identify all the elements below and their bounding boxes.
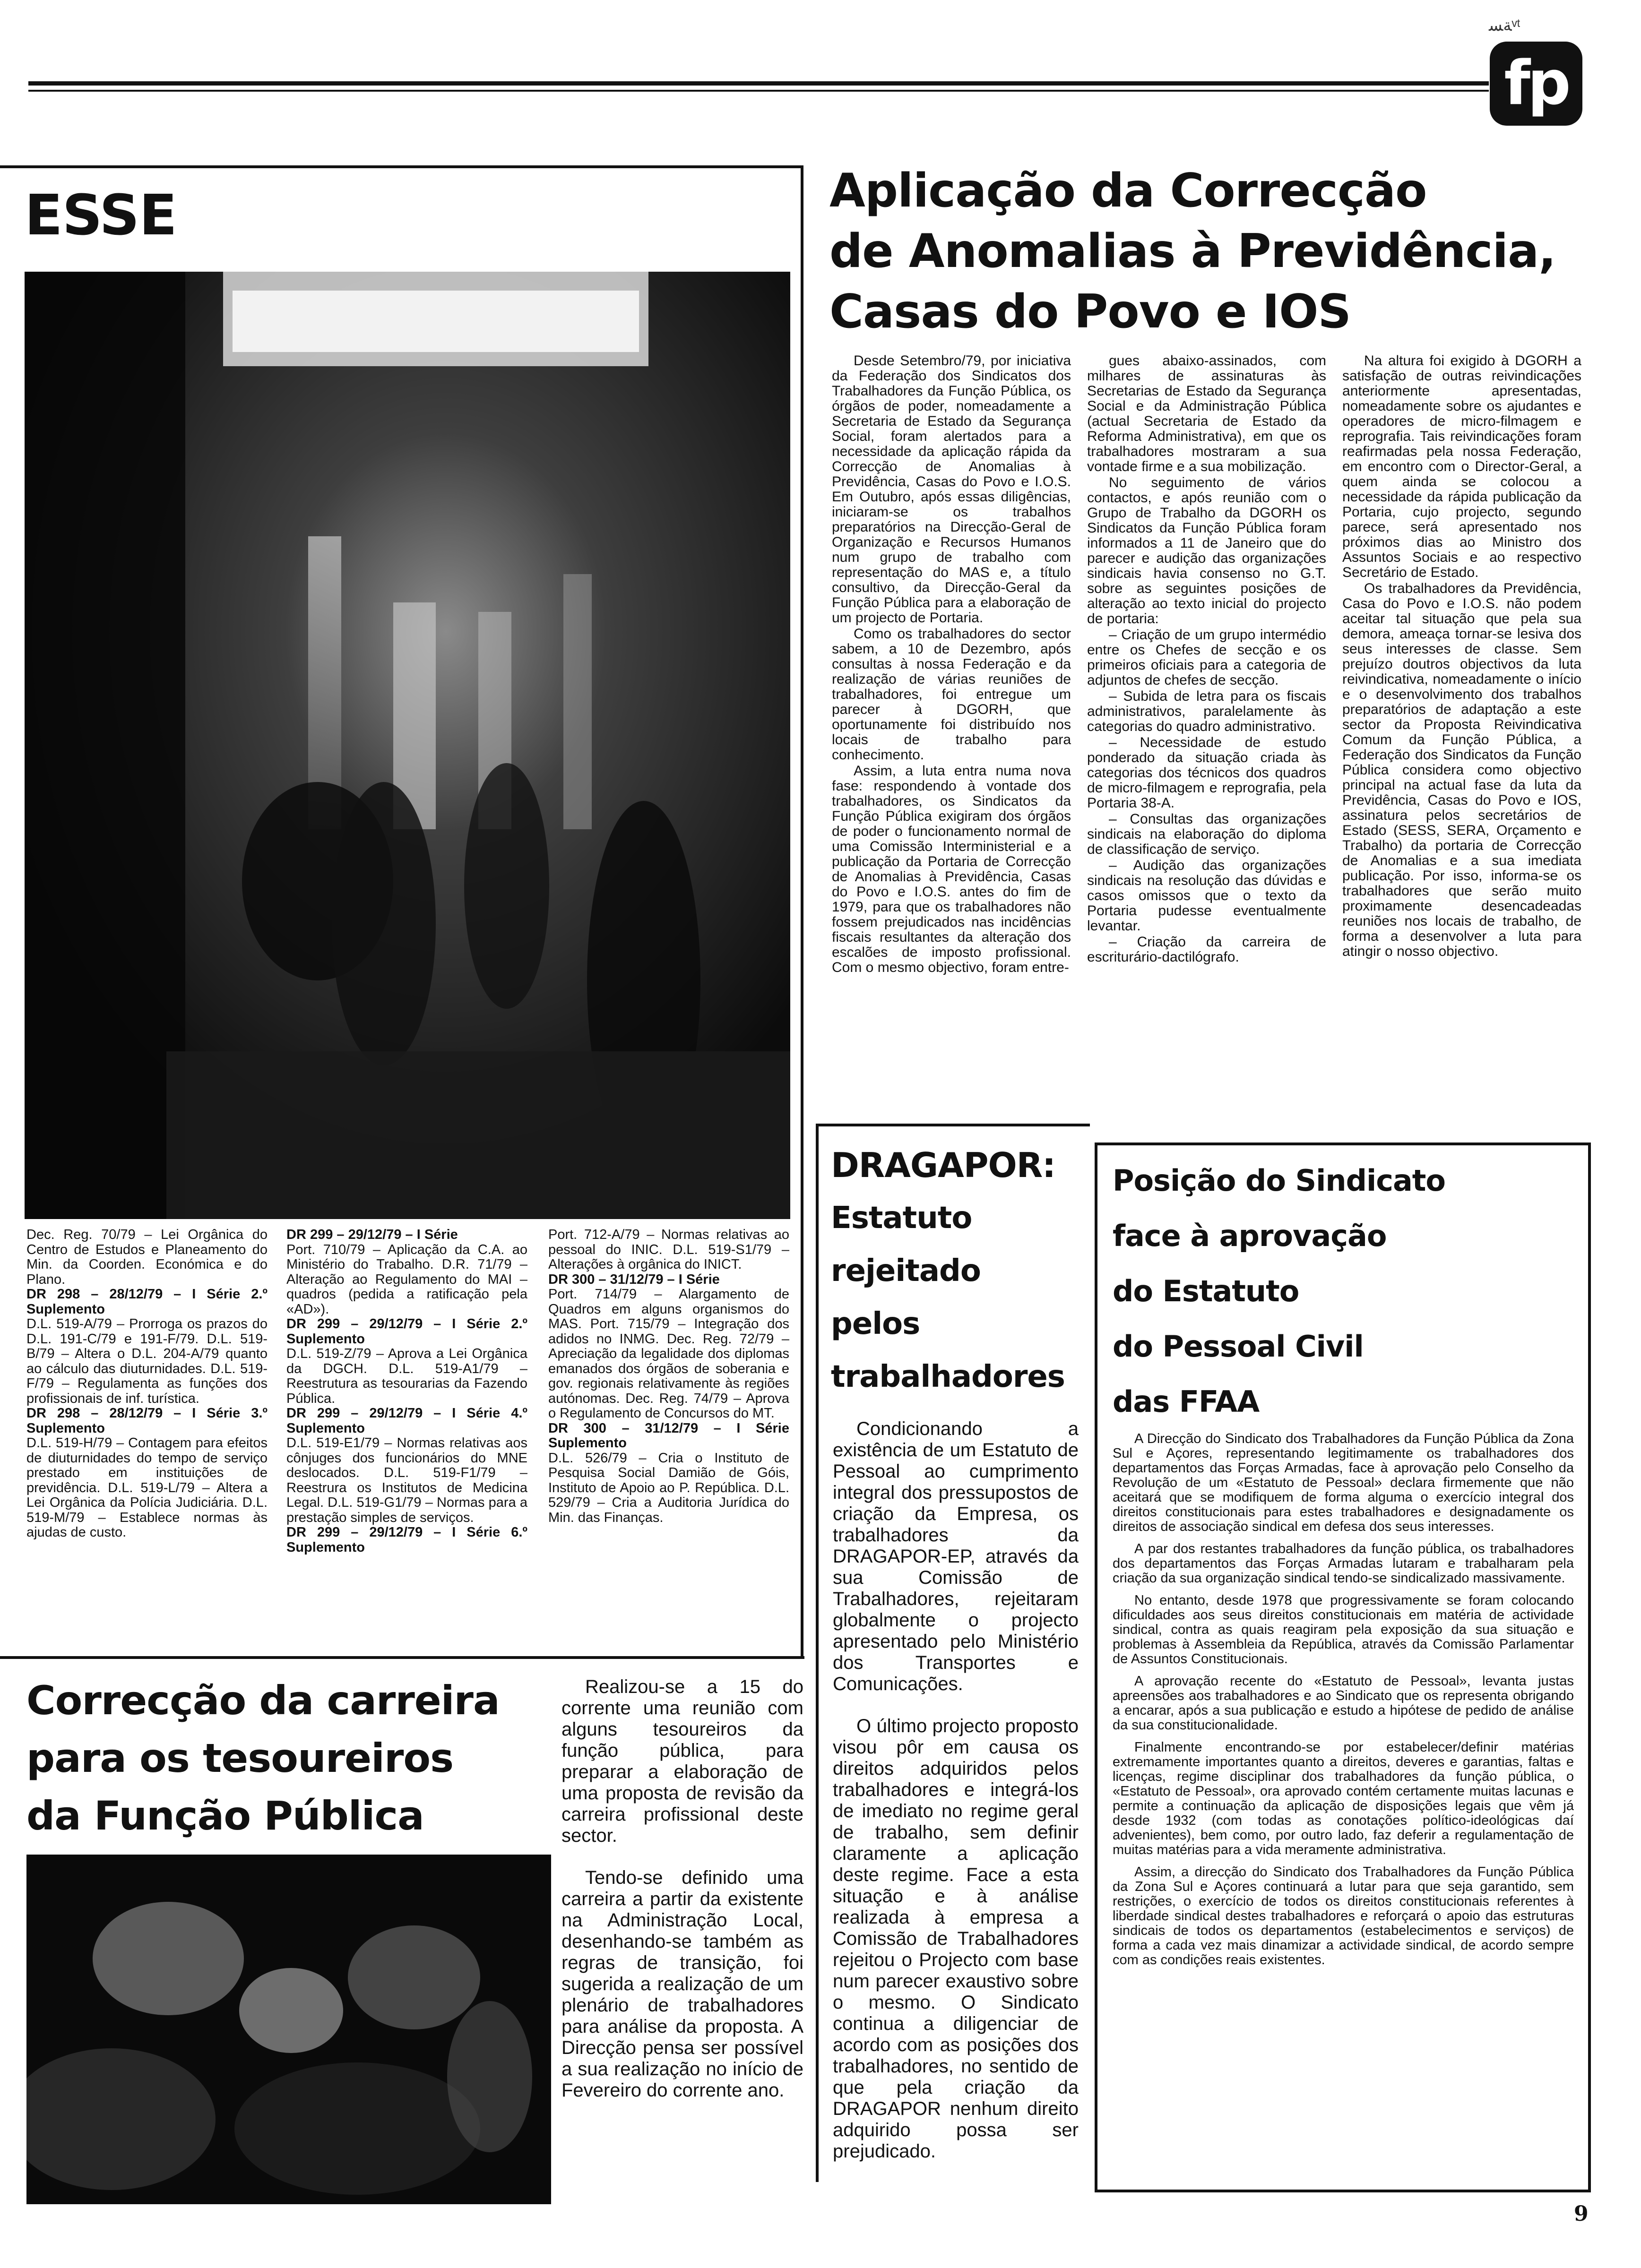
header-rule-bottom <box>28 90 1489 92</box>
dragapor-title-line: rejeitado <box>831 1254 981 1289</box>
ref-entry: D.L. 519-E1/79 – Normas relativas aos cônjuges dos funcionários do MNE deslocados. D.L. 519-F1/79 – Reestrura os Institutos de Medicina Legal. D.L. 519-G1/79 – Normas para a prestação simples de serviços. <box>286 1435 527 1525</box>
aplicacao-col3 <box>1342 353 1581 960</box>
dragapor-title <box>831 1139 1065 1403</box>
corner-scribble: ﺔﺴ‎ᵛ‎ᵗ <box>1489 17 1520 34</box>
posicao-title-line: face à aprovação <box>1113 1219 1387 1253</box>
logo-text: fp <box>1504 48 1568 119</box>
paragraph: Condicionando a existência de um Estatuto de Pessoal ao cumprimento integral dos pressupostos de criação da Empresa, os trabalhadores da DRAGAPOR-EP, através da sua Comissão de Trabalhadores, rejeitaram globalmente o projecto apresentado pelo Ministério dos Transportes e Comunicações. <box>833 1418 1079 1694</box>
correccao-title-line: para os tesoureiros <box>26 1735 454 1781</box>
paragraph: – Subida de letra para os fiscais administrativos, paralelamente às categorias do quadro administrativo. <box>1087 688 1326 734</box>
ref-heading: DR 299 – 29/12/79 – I Série 6.º Suplemento <box>286 1525 527 1555</box>
aplicacao-title-line: de Anomalias à Previdência, <box>829 224 1556 278</box>
ref-entry: Port. 712-A/79 – Normas relativas ao pessoal do INIC. D.L. 519-S1/79 – Alterações à orgânica do INICT. <box>548 1227 789 1272</box>
dragapor-title-line: trabalhadores <box>831 1359 1065 1394</box>
paragraph: Desde Setembro/79, por iniciativa da Federação dos Sindicatos dos Trabalhadores da Função Pública, os órgãos de poder, nomeadamente a Secretaria de Estado da Segurança Social, foram alertados para a necessidade da aplicação rápida da Correcção de Anomalias à Previdência, Casas do Povo e I.O.S. Em Outubro, após essas diligências, iniciaram-se os trabalhos preparatórios na Direcção-Geral de Organização e Recursos Humanos num grupo de trabalho com representação do MAS e, a título consultivo, da Direcção-Geral da Função Pública para a elaboração de um projecto de Portaria. <box>832 353 1071 626</box>
paragraph: Realizou-se a 15 do corrente uma reunião com alguns tesoureiros da função pública, para preparar a elaboração de uma proposta de revisão da carreira profissional deste sector. <box>561 1676 803 1846</box>
esse-refs-col2 <box>286 1228 527 1555</box>
ref-entry: D.L. 519-H/79 – Contagem para efeitos de diuturnidades do tempo de serviço prestado em instituições de previdência. D.L. 519-L/79 – Altera a Lei Orgânica da Polícia Judiciária. D.L. 519-M/79 – Establece normas às ajudas de custo. <box>26 1435 268 1540</box>
paragraph: Assim, a luta entra numa nova fase: respondendo à vontade dos trabalhadores, os Sindicatos da Função Pública exigiram dos órgãos de poder o funcionamento normal de uma Comissão Interministerial e a publicação da Portaria de Correcção de Anomalias à Previdência, Casas do Povo e I.O.S. antes do fim de 1979, para que os trabalhadores não fossem prejudicados nas incidências fiscais resultantes da alteração dos escalões de imposto profissional. Com o mesmo objectivo, foram entre- <box>832 763 1071 975</box>
paragraph: – Audição das organizações sindicais na resolução das dúvidas e casos omissos que o texto da Portaria pudesse eventualmente levantar. <box>1087 858 1326 934</box>
ref-heading: DR 300 – 31/12/79 – I Série <box>548 1271 720 1287</box>
posicao-title <box>1113 1153 1445 1429</box>
esse-refs-col1 <box>26 1228 268 1540</box>
paragraph: gues abaixo-assinados, com milhares de assinaturas às Secretarias de Estado da Segurança Social e da Administração Pública (actual Secretaria de Estado da Reforma Administrativa), em que os trabalhadores mostraram a sua vontade firme e a sua mobilização. <box>1087 353 1326 474</box>
aplicacao-title-line: Aplicação da Correcção <box>829 164 1427 218</box>
ref-entry: Dec. Reg. 70/79 – Lei Orgânica do Centro de Estudos e Planeamento do Min. da Coorden. Económica e do Plano. <box>26 1227 268 1287</box>
posicao-body <box>1113 1432 1574 1968</box>
aplicacao-col2 <box>1087 353 1326 966</box>
ref-heading: DR 299 – 29/12/79 – I Série 4.º Suplemento <box>286 1406 527 1436</box>
aplicacao-col1 <box>832 353 1071 976</box>
paragraph: Os trabalhadores da Previdência, Casa do Povo e I.O.S. não podem aceitar tal situação que pela sua demora, ameaça tornar-se lesiva dos seus interesses de classe. Sem prejuízo doutros objectivos da luta reivindicativa, nomeadamente o início e o desenvolvimento dos trabalhos preparatórios de adaptação a este sector da Proposta Reivindicativa Comum da Função Pública, a Federação dos Sindicatos da Função Pública considera como objectivo principal na actual fase da luta da Previdência, Casas do Povo e IOS, assinatura pelos secretários de Estado (SESS, SERA, Orçamento e Trabalho) da portaria de Correcção de Anomalias e a sua imediata publicação. Por isso, informa-se os trabalhadores que serão muito proximamente desencadeadas reuniões nos locais de trabalho, de forma a desenvolver a luta para atingir o nosso objectivo. <box>1342 581 1581 959</box>
meeting-photo-art <box>26 1855 551 2204</box>
fp-logo <box>1490 42 1582 126</box>
correccao-title-line: Correcção da carreira <box>26 1677 500 1724</box>
paragraph: – Necessidade de estudo ponderado da situação criada às categorias dos técnicos dos quadros de micro-filmagem e reprografia, pela Portaria 38-A. <box>1087 735 1326 811</box>
esse-refs-col3 <box>548 1228 789 1525</box>
paragraph: A Direcção do Sindicato dos Trabalhadores da Função Pública da Zona Sul e Açores, representando legitimamente os trabalhadores dos departamentos das Forças Armadas, face à aprovação pelo Conselho da Revolução de um «Estatuto de Pessoal» declara firmemente que não aceitará que se modifiquem de forma alguma o exercício integral dos direitos constitucionais para estes trabalhadores e designadamente os direitos de associação sindical em defesa dos seus interesses. <box>1113 1431 1574 1534</box>
ref-entry: D.L. 519-A/79 – Prorroga os prazos do D.L. 191-C/79 e 191-F/79. D.L. 519-B/79 – Altera o D.L. 204-A/79 quanto ao cálculo das diuturnidades. D.L. 519-F/79 – Regulamenta as funções dos profissionais de inf. turística. <box>26 1316 268 1406</box>
paragraph: O último projecto proposto visou pôr em causa os direitos adquiridos pelos trabalhadores e integrá-los de imediato no regime geral de trabalho, sem definir claramente a aplicação deste regime. Face a esta situação e à análise realizada à empresa a Comissão de Trabalhadores rejeitou o Projecto com base num parecer exaustivo sobre o mesmo. O Sindicato continua a diligenciar de acordo com as posições dos trabalhadores, no sentido de que pela criação da DRAGAPOR nenhum direito adquirido possa ser prejudicado. <box>833 1716 1079 2162</box>
aplicacao-title <box>829 161 1567 342</box>
ref-heading: DR 300 – 31/12/79 – I Série Suplemento <box>548 1420 789 1451</box>
correccao-body <box>561 1676 803 2122</box>
correccao-title-line: da Função Pública <box>26 1793 424 1839</box>
ref-entry: D.L. 519-Z/79 – Aprova a Lei Orgânica da DGCH. D.L. 519-A1/79 – Reestrutura as tesourarias da Fazendo Pública. <box>286 1346 527 1406</box>
posicao-title-line: do Pessoal Civil <box>1113 1329 1364 1364</box>
dragapor-title-line: pelos <box>831 1306 920 1341</box>
aplicacao-title-line: Casas do Povo e IOS <box>829 285 1351 339</box>
ref-entry: Port. 710/79 – Aplicação da C.A. ao Ministério do Trabalho. D.R. 71/79 – Alteração ao Regulamento do MAI – quadros (pedida a ratificação pela «AD»). <box>286 1242 527 1317</box>
paragraph: – Consultas das organizações sindicais na elaboração do diploma de classificação de serviço. <box>1087 811 1326 857</box>
dragapor-title-line: Estatuto <box>831 1201 972 1236</box>
paragraph: Como os trabalhadores do sector sabem, a 10 de Dezembro, após consultas à nossa Federação e da realização de várias reuniões de trabalhadores, foi entregue um parecer à DGORH, que oportunamente foi distribuído nos locais de trabalho para conhecimento. <box>832 626 1071 763</box>
paragraph: No entanto, desde 1978 que progressivamente se foram colocando dificuldades aos seus direitos constitucionais em matéria de actividade sindical, contra as quais reagiram pela exposição da sua situação e problemas à Assembleia da República, através da Comissão Parlamentar de Assuntos Constitucionais. <box>1113 1593 1574 1667</box>
posicao-title-line: das FFAA <box>1113 1384 1260 1419</box>
corridor-photo-art <box>25 272 790 1219</box>
paragraph: Assim, a direcção do Sindicato dos Trabalhadores da Função Pública da Zona Sul e Açores continuará a lutar para que seja garantido, sem restrições, o exercício de todos os direitos constitucionais referentes à liberdade sindical destes trabalhadores e reforçará o apoio das estruturas sindicais de todos os departamentos (estabelecimentos e serviços) de forma a cada vez mais dinamizar a actividade sindical, de acordo sempre com as condições reais existentes. <box>1113 1864 1574 1967</box>
ref-heading: DR 298 – 28/12/79 – I Série 3.º Suplemento <box>26 1406 268 1436</box>
esse-bottom-rule <box>0 1656 804 1659</box>
paragraph: Na altura foi exigido à DGORH a satisfação de outras reivindicações anteriormente apresentadas, nomeadamente sobre os ajudantes e operadores de micro-filmagem e reprografia. Tais reivindicações foram reafirmadas pela nossa Federação, em encontro com o Director-Geral, a quem ainda se colocou a necessidade da rápida publicação da Portaria, cujo projecto, segundo parece, será apresentado nos próximos dias ao Ministro dos Assuntos Sociais e ao respectivo Secretário de Estado. <box>1342 353 1581 580</box>
corridor-photo <box>25 272 790 1219</box>
meeting-photo <box>26 1855 551 2204</box>
ref-entry: Port. 714/79 – Alargamento de Quadros em alguns organismos do MAS. Port. 715/79 – Integração dos adidos no INMG. Dec. Reg. 72/79 – Apreciação da legalidade dos diplomas emanados dos órgãos de soberania e gov. regionais relativamente às regiões autónomas. Dec. Reg. 74/79 – Aprova o Regulamento de Concursos do MT. <box>548 1287 789 1421</box>
ref-heading: DR 299 – 29/12/79 – I Série <box>286 1227 458 1242</box>
esse-title: ESSE <box>25 182 177 248</box>
paragraph: Tendo-se definido uma carreira a partir da existente na Administração Local, desenhando-se também as regras de transição, foi sugerida a realização de um plenário de trabalhadores para análise da proposta. A Direcção pensa ser possível a sua realização no início de Fevereiro do corrente ano. <box>561 1867 803 2101</box>
dragapor-body <box>833 1418 1079 2183</box>
paragraph: – Criação da carreira de escriturário-dactilógrafo. <box>1087 934 1326 965</box>
paragraph: A par dos restantes trabalhadores da função pública, os trabalhadores dos departamentos das Forças Armadas lutaram e trabalharam pela criação da sua organização sindical tendo-se sindicalizado massivamente. <box>1113 1541 1574 1586</box>
posicao-title-line: do Estatuto <box>1113 1274 1299 1308</box>
paragraph: – Criação de um grupo intermédio entre os Chefes de secção e os primeiros oficiais para a categoria de adjuntos de chefes de secção. <box>1087 627 1326 688</box>
correccao-title <box>26 1672 500 1845</box>
page-number: 9 <box>1574 2202 1589 2226</box>
paragraph: Finalmente encontrando-se por estabelecer/definir matérias extremamente importantes quanto a direitos, deveres e garantias, faltas e licenças, regime disciplinar dos trabalhadores da função pública, o «Estatuto de Pessoal», ora aprovado contém certamente muitas lacunas e permite a continuação da aplicação de disposições legais que vêm já desde 1932 (com todas as conotações político-ideológicas daí advenientes), bem como, por outro lado, faz deferir a regulamentação de muitas matérias para a vida meramente administrativa. <box>1113 1740 1574 1857</box>
paragraph: No seguimento de vários contactos, e após reunião com o Grupo de Trabalho da DGORH os Sindicatos da Função Pública foram informados a 11 de Janeiro que do parecer e audição das organizações sindicais havia consenso no G.T. sobre as seguintes posições de alteração ao texto inicial do projecto de portaria: <box>1087 475 1326 627</box>
header-rule-top <box>28 81 1489 86</box>
ref-entry: D.L. 526/79 – Cria o Instituto de Pesquisa Social Damião de Góis, Instituto de Apoio ao P. República. D.L. 529/79 – Cria a Auditoria Jurídica do Min. das Finanças. <box>548 1450 789 1525</box>
ref-heading: DR 298 – 28/12/79 – I Série 2.º Suplemento <box>26 1287 268 1317</box>
posicao-title-line: Posição do Sindicato <box>1113 1163 1446 1198</box>
paragraph: A aprovação recente do «Estatuto de Pessoal», levanta justas apreensões aos trabalhadores e ao Sindicato que os representa obrigando a encarar, após a sua publicação e estudo a hipótese de pedido de análise da sua constitucionalidade. <box>1113 1674 1574 1733</box>
dragapor-title-line: DRAGAPOR: <box>831 1145 1055 1185</box>
ref-heading: DR 299 – 29/12/79 – I Série 2.º Suplemento <box>286 1316 527 1347</box>
